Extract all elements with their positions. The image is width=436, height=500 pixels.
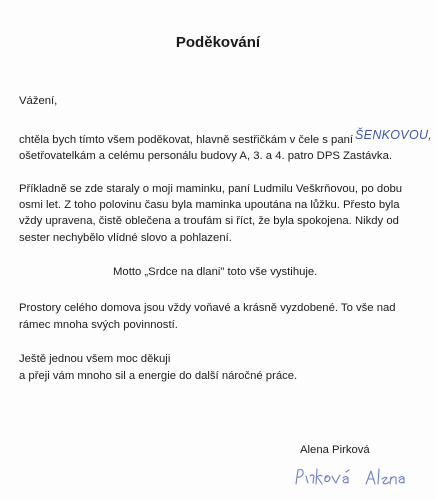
author-name: Alena Pirková xyxy=(300,444,370,456)
paragraph-3-line-2: rámec mnoha svých povinností. xyxy=(19,319,178,331)
paragraph-4-line-1: Ještě jednou všem moc děkuji xyxy=(19,353,171,365)
paragraph-2-line-2: osmi let. Z toho polovinu času byla maminka upoutána na lůžku. Přesto byla xyxy=(19,199,400,211)
paragraph-2-line-4: sester nechybělo vlídné slovo a pohlazení. xyxy=(19,232,232,244)
paragraph-1-line-2: ošetřovatelkám a celému personálu budovy A, 3. a 4. patro DPS Zastávka. xyxy=(19,150,392,162)
signature-icon xyxy=(288,464,418,490)
salutation: Vážení, xyxy=(19,95,58,107)
motto-line: Motto „Srdce na dlani" toto vše vystihuje. xyxy=(113,266,318,278)
handwritten-name: ŠENKOVOU, xyxy=(355,128,433,142)
paragraph-2-line-1: Příkladně se zde staraly o moji maminku, paní Ludmilu Veškrňovou, po dobu xyxy=(19,183,403,195)
paragraph-1-line-1 xyxy=(19,128,433,147)
letter-title: Poděkování xyxy=(175,34,261,51)
paragraph-2-line-3: vždy upravena, čistě oblečena a troufám si říct, že byla spokojena. Nikdy od xyxy=(19,215,399,227)
handwritten-signature xyxy=(288,464,418,490)
paragraph-3-line-1: Prostory celého domova jsou vždy voňavé a krásně vyzdobené. To vše nad xyxy=(19,302,396,314)
paragraph-1-line-1-text: chtěla bych tímto všem poděkovat, hlavně sestřičkám v čele s paní xyxy=(19,134,354,146)
paragraph-4-line-2: a přeji vám mnoho sil a energie do další náročné práce. xyxy=(19,370,298,382)
